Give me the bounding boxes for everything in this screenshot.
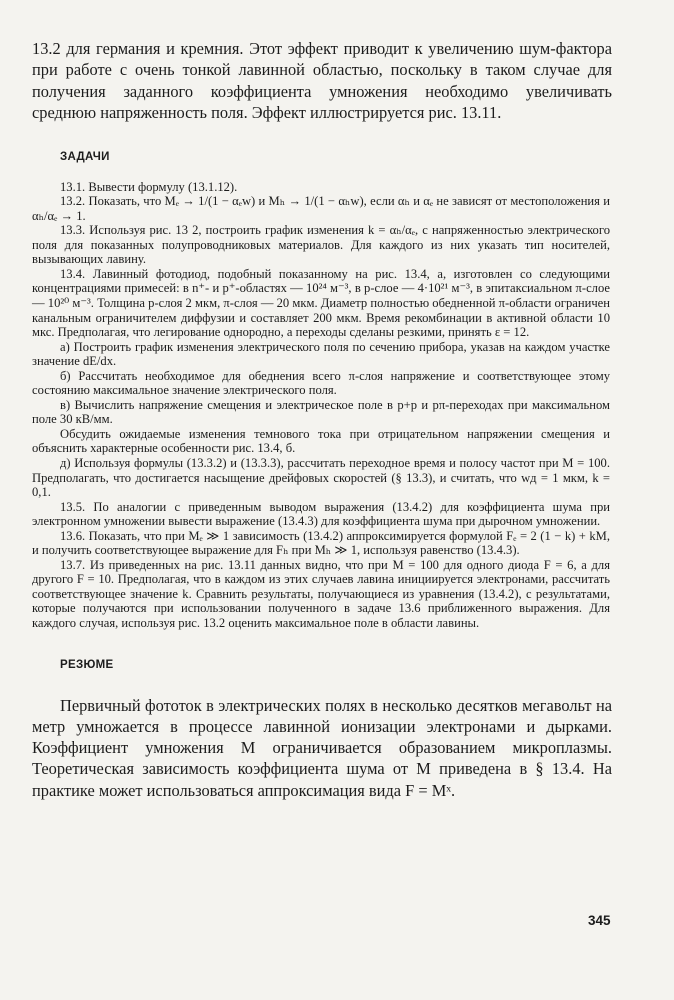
page-body <box>28 38 618 801</box>
problem-13-3: 13.3. Используя рис. 13 2, построить график изменения k = αₕ/αₑ, с напряженностью электрического поля для показанных полупроводниковых материалов. Для каждого из них указать тип носителей, вызывающих лавину. <box>32 223 610 267</box>
problem-13-6: 13.6. Показать, что при Mₑ ≫ 1 зависимость (13.4.2) аппроксимируется формулой Fₑ = 2 (1 − k) + kM, и получить соответствующее выражение для Fₕ при Mₕ ≫ 1, используя равенство (13.4.3). <box>32 528 610 558</box>
problem-13-4-g: Обсудить ожидаемые изменения темнового тока при отрицательном напряжении смещения и объяснить характерные особенности рис. 13.4, б. <box>32 426 610 456</box>
problems-list <box>32 180 610 631</box>
problem-13-4-d: д) Используя формулы (13.3.2) и (13.3.3), рассчитать переходное время и полосу частот при M = 100. Предполагать, что достигается насыщение дрейфовых скоростей (§ 13.3), и считать, что wд = 1 мкм, k = 0,1. <box>32 456 610 500</box>
summary-heading: РЕЗЮМЕ <box>60 658 114 671</box>
problem-13-4-v: в) Вычислить напряжение смещения и электрическое поле в p+p и pπ-переходах при максимальном поле 30 кВ/мм. <box>32 397 610 427</box>
problem-13-5: 13.5. По аналогии с приведенным выводом выражения (13.4.2) для коэффициента шума при электронном умножении вывести выражение (13.4.3) для коэффициента шума при дырочном умножении. <box>32 499 610 529</box>
intro-paragraph: 13.2 для германия и кремния. Этот эффект приводит к увеличению шум-фактора при работе с очень тонкой лавинной областью, поскольку в таком случае для получения заданного коэффициента умножения необходимо увеличивать среднюю напряженность поля. Эффект иллюстрируется рис. 13.11. <box>32 39 612 123</box>
problem-13-2: 13.2. Показать, что Mₑ → 1/(1 − αₑw) и Mₕ → 1/(1 − αₕw), если αₕ и αₑ не зависят от местоположения и αₕ/αₑ → 1. <box>32 194 610 223</box>
page-number: 345 <box>588 913 611 928</box>
problem-13-1: 13.1. Вывести формулу (13.1.12). <box>60 179 238 194</box>
problems-heading: ЗАДАЧИ <box>60 150 110 163</box>
problem-13-4-b: б) Рассчитать необходимое для обеднения всего π-слоя напряжение и соответствующее этому состоянию максимальное значение электрического поля. <box>32 368 610 398</box>
summary-paragraph: Первичный фототок в электрических полях в несколько десятков мегавольт на метр умножается в процессе лавинной ионизации электронами и дырками. Коэффициент умножения M ограничивается образованием микроплазмы. Теоретическая зависимость коэффициента шума от M приведена в § 13.4. На практике может использоваться аппроксимация вида F = Mˣ. <box>32 695 612 800</box>
problem-13-7: 13.7. Из приведенных на рис. 13.11 данных видно, что при M = 100 для одного диода F = 6, а для другого F = 10. Предполагая, что в каждом из этих случаев лавина инициируется электронами, рассчитать соответствующее значение k. Сравнить результаты, получающиеся из уравнения (13.4.2), с результатами, которые получаются при использовании полученного в задаче 13.6 приближенного выражения. Для каждого случая, используя рис. 13.2 оценить максимальное поле в области лавины. <box>32 557 610 631</box>
problem-13-4: 13.4. Лавинный фотодиод, подобный показанному на рис. 13.4, а, изготовлен со следующими концентрациями примесей: в n⁺- и p⁺-областях — 10²⁴ м⁻³, в p-слое — 4·10²¹ м⁻³, в эпитаксиальном π-слое — 10²⁰ м⁻³. Толщина p-слоя 2 мкм, π-слоя — 20 мкм. Диаметр полностью обедненной π-области ограничен канальным ограничителем диффузии и составляет 200 мкм. Время рекомбинации в активной области 10 мкс. Предполагая, что легирование однородно, а переходы сделаны резкими, принять ε = 12. <box>32 266 610 340</box>
problem-13-4-a: а) Построить график изменения электрического поля по сечению прибора, указав на каждом участке значение dE/dx. <box>32 339 610 369</box>
